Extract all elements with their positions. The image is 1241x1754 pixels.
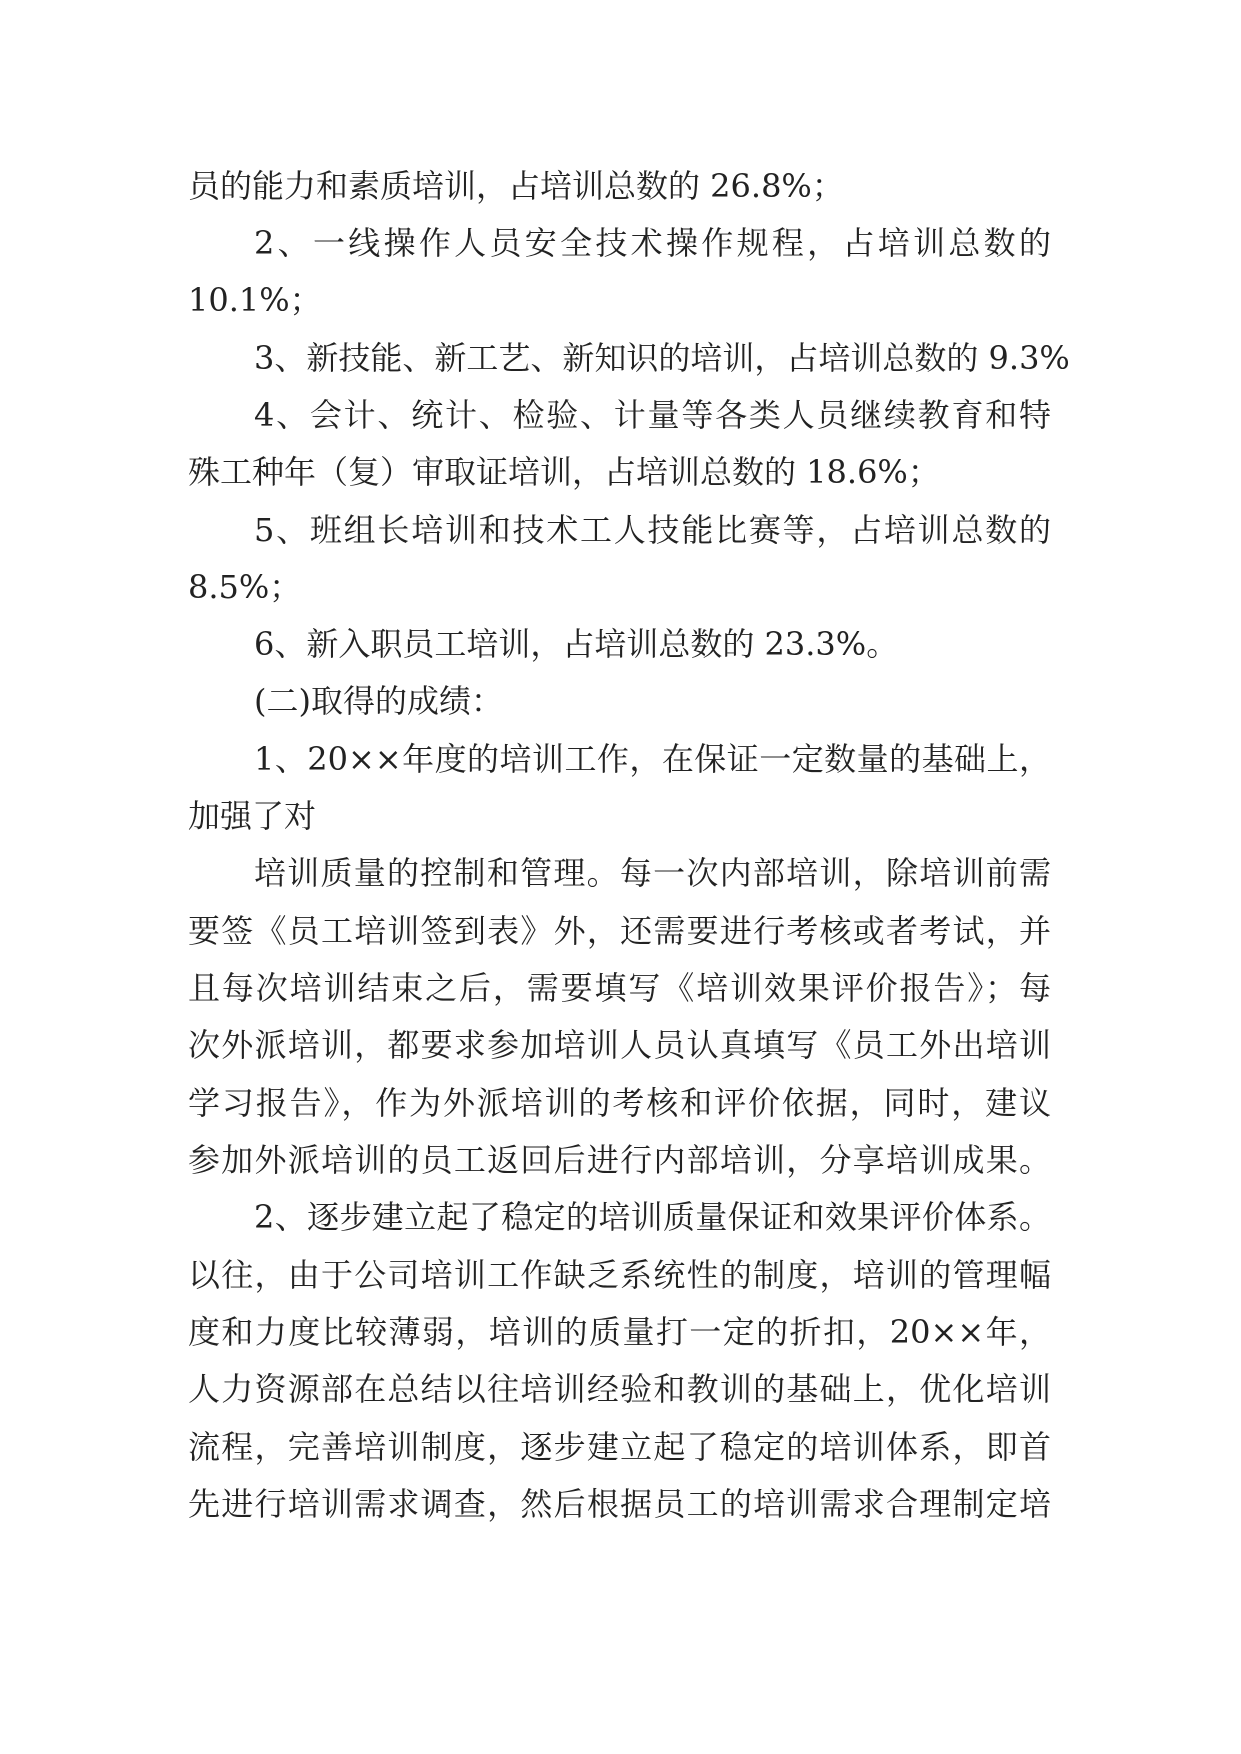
text-line-5: 4、会计、统计、检验、计量等各类人员继续教育和特 [254, 396, 1051, 434]
text-line-16: 次外派培训，都要求参加培训人员认真填写《员工外出培训 [188, 1026, 1051, 1064]
text-line-10: (二)取得的成绩： [254, 682, 503, 720]
text-line-1: 员的能力和素质培训，占培训总数的 26.8%； [188, 167, 844, 205]
text-line-6: 殊工种年（复）审取证培训，占培训总数的 18.6%； [188, 453, 940, 491]
text-line-13: 培训质量的控制和管理。每一次内部培训，除培训前需 [254, 854, 1051, 892]
text-line-9: 6、新入职员工培训，占培训总数的 23.3%。 [254, 625, 899, 663]
text-line-21: 度和力度比较薄弱，培训的质量打一定的折扣，20××年， [188, 1313, 1051, 1351]
text-line-23: 流程，完善培训制度，逐步建立起了稳定的培训体系，即首 [188, 1428, 1051, 1466]
text-line-17: 学习报告》，作为外派培训的考核和评价依据，同时，建议 [188, 1084, 1051, 1122]
text-line-22: 人力资源部在总结以往培训经验和教训的基础上，优化培训 [188, 1370, 1051, 1408]
text-line-12: 加强了对 [188, 797, 317, 835]
text-line-3: 10.1%； [188, 281, 322, 319]
text-line-20: 以往，由于公司培训工作缺乏系统性的制度，培训的管理幅 [188, 1256, 1051, 1294]
text-line-15: 且每次培训结束之后，需要填写《培训效果评价报告》；每 [188, 969, 1051, 1007]
text-line-18: 参加外派培训的员工返回后进行内部培训，分享培训成果。 [188, 1141, 1051, 1179]
text-line-14: 要签《员工培训签到表》外，还需要进行考核或者考试，并 [188, 912, 1051, 950]
text-line-8: 8.5%； [188, 568, 302, 606]
text-line-2: 2、一线操作人员安全技术操作规程，占培训总数的 [254, 224, 1051, 262]
text-line-19: 2、逐步建立起了稳定的培训质量保证和效果评价体系。 [254, 1198, 1051, 1236]
text-line-11: 1、20××年度的培训工作，在保证一定数量的基础上， [254, 740, 1051, 778]
text-line-4: 3、新技能、新工艺、新知识的培训，占培训总数的 9.3% [254, 339, 1070, 377]
text-line-7: 5、班组长培训和技术工人技能比赛等，占培训总数的 [254, 511, 1051, 549]
text-line-24: 先进行培训需求调查，然后根据员工的培训需求合理制定培 [188, 1485, 1051, 1523]
